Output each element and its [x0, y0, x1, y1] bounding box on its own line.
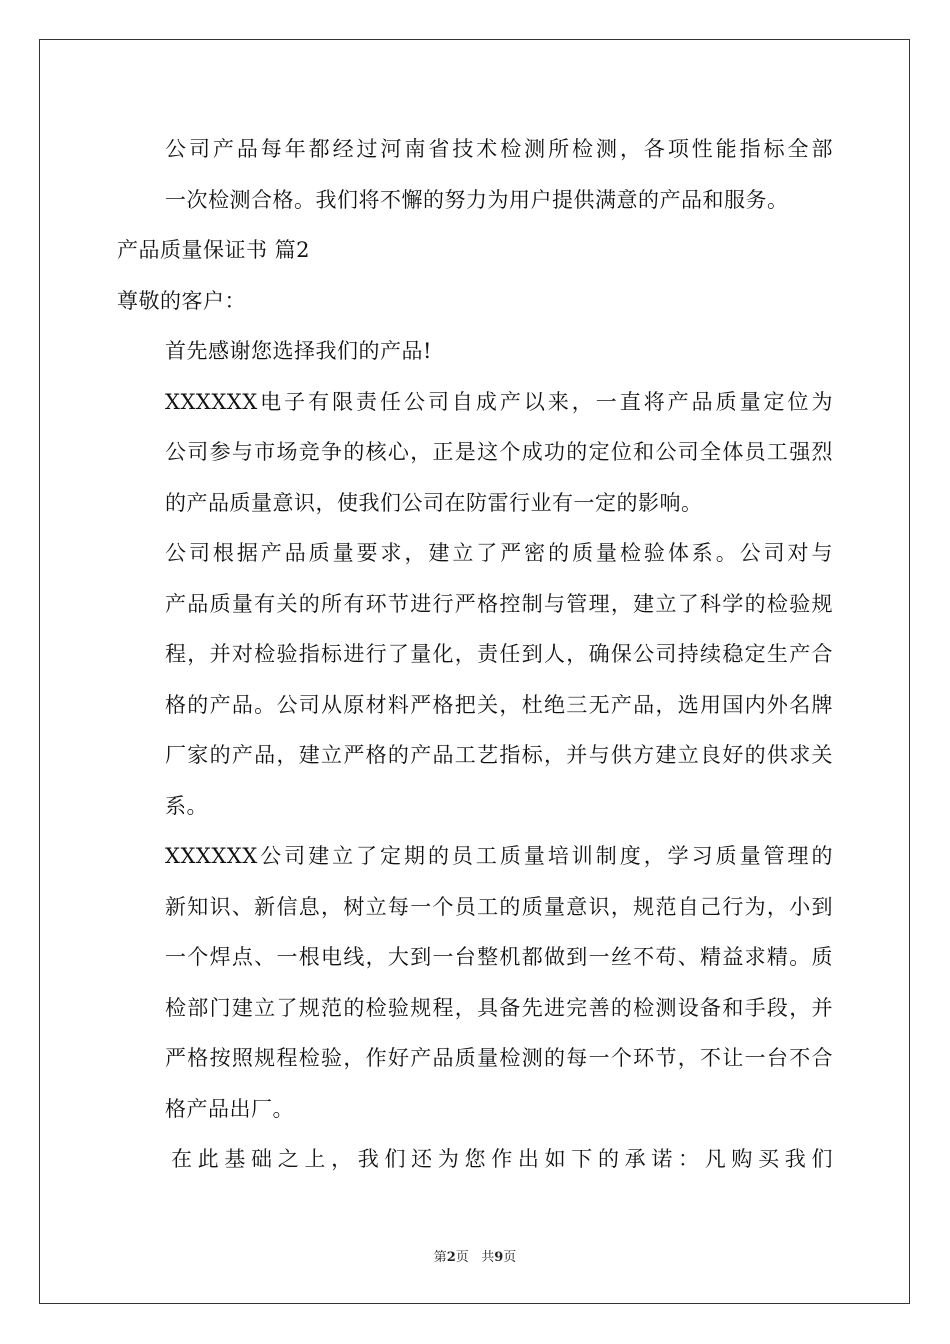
- text-line: 首先感谢您选择我们的产品!: [165, 339, 432, 363]
- text-line: 公司产品每年都经过河南省技术检测所检测，各项性能指标全部: [165, 137, 833, 161]
- page-prefix: 第: [433, 1250, 447, 1265]
- page-footer: [0, 1246, 950, 1265]
- paragraph-commitment: [117, 1134, 833, 1185]
- paragraph-company-intro: [117, 377, 833, 529]
- text-line: 厂家的产品，建立严格的产品工艺指标，并与供方建立良好的供求关: [165, 743, 833, 767]
- text-line: 一次检测合格。我们将不懈的努力为用户提供满意的产品和服务。: [165, 187, 789, 212]
- text-line: 系。: [165, 793, 208, 818]
- total-suffix: 页: [503, 1250, 517, 1265]
- paragraph-test-results: [117, 124, 833, 225]
- text-line: 格产品出厂。: [165, 1096, 294, 1121]
- text-line: XXXXXX电子有限责任公司自成产以来，一直将产品质量定位为: [165, 389, 833, 414]
- section-heading: 产品质量保证书 篇2: [117, 238, 311, 262]
- text-line: 程，并对检验指标进行了量化，责任到人，确保公司持续稳定生产合: [165, 642, 833, 666]
- document-body: [117, 124, 833, 1185]
- salutation: 尊敬的客户：: [117, 288, 246, 313]
- paragraph-training: [117, 831, 833, 1134]
- text-line: 公司参与市场竞争的核心，正是这个成功的定位和公司全体员工强烈: [165, 440, 833, 464]
- thanks-line: [117, 326, 833, 377]
- text-line: 检部门建立了规范的检验规程，具备先进完善的检测设备和手段，并: [165, 995, 833, 1020]
- text-line: 格的产品。公司从原材料严格把关，杜绝三无产品，选用国内外名牌: [165, 692, 833, 717]
- text-line: 一个焊点、一根电线，大到一台整机都做到一丝不苟、精益求精。质: [165, 945, 833, 969]
- page-suffix: 页: [455, 1250, 469, 1265]
- total-prefix: 共: [481, 1250, 495, 1265]
- text-line: 新知识、新信息，树立每一个员工的质量意识，规范自己行为，小到: [165, 894, 833, 919]
- total-pages: 9: [494, 1250, 504, 1265]
- text-line: 在此基础之上，我们还为您作出如下的承诺：凡购买我们: [171, 1147, 833, 1171]
- text-line: 的产品质量意识，使我们公司在防雷行业有一定的影响。: [165, 490, 703, 515]
- page-number: 2: [446, 1250, 456, 1265]
- paragraph-quality-system: [117, 528, 833, 831]
- text-line: 严格按照规程检验，作好产品质量检测的每一个环节，不让一台不合: [165, 1046, 833, 1070]
- text-line: 产品质量有关的所有环节进行严格控制与管理，建立了科学的检验规: [165, 591, 833, 616]
- text-line: XXXXXX公司建立了定期的员工质量培训制度，学习质量管理的: [165, 844, 833, 868]
- text-line: 公司根据产品质量要求，建立了严密的质量检验体系。公司对与: [165, 541, 833, 565]
